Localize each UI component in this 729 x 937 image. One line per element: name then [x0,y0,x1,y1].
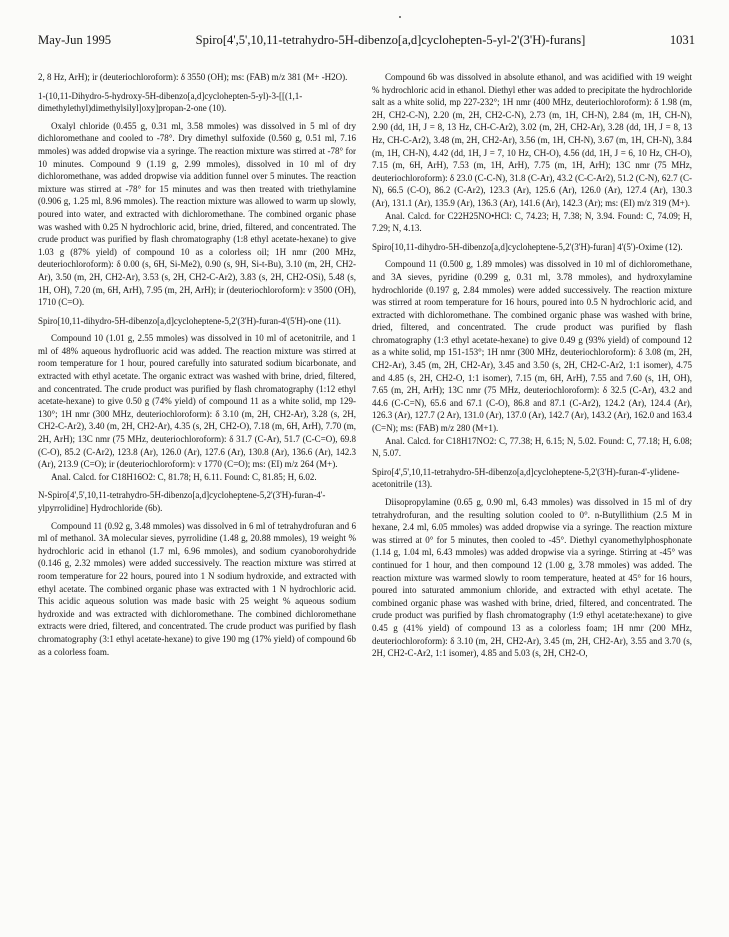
compound-10-procedure: Oxalyl chloride (0.455 g, 0.31 ml, 3.58 mmoles) was dissolved in 5 ml of dry dichloromethane and cooled to -78°. Dry dimethyl sulfoxide (0.560 g, 0.51 ml, 7.16 mmoles) was added dropwise via a syringe. The reaction mixture was stirred at -78° for 10 minutes. Compound 9 (1.19 g, 2.99 mmoles), dissolved in 10 ml of dry dichloromethane, was added dropwise via addition funnel over 5 minutes. The reaction mixture was stirred at -78° for 15 minutes and was then treated with triethylamine (0.906 g, 1.25 ml, 8.96 mmoles). The reaction mixture was allowed to warm up slowly, poured into water, and extracted with dichloromethane. The combined organic phase was washed with 0.25 N hydrochloric acid, brine, dried, filtered, and concentrated. The crude product was purified by flash chromatography (1:8 ethyl acetate-hexane) to give 1.03 g (87% yield) of compound 10 as a colorless oil; 1H nmr (200 MHz, deuteriochloroform): δ 0.00 (s, 6H, Si-Me2), 0.90 (s, 9H, Si-t-Bu), 3.10 (m, 2H, CH2-Ar), 3.50 (m, 2H, CH2-Ar), 3.53 (s, 2H, CH2-C-Ar2), 3.83 (s, 2H, CH2-OSi), 5.48 (s, 1H, OH), 7.20 (m, 6H, ArH), 7.95 (m, 2H, ArH); ir (deuteriochloroform): ν 3500 (OH), 1710 (C=O). [38,120,356,308]
scan-speck [399,16,401,18]
compound-13-heading: Spiro[4',5',10,11-tetrahydro-5H-dibenzo[a,d]cycloheptene-5,2'(3'H)-furan-4'-ylidene-acetonitrile (13). [372,466,680,490]
compound-12-heading: Spiro[10,11-dihydro-5H-dibenzo[a,d]cycloheptene-5,2'(3'H)-furan] 4'(5')-Oxime (12). [372,241,683,252]
continued-paragraph: 2, 8 Hz, ArH); ir (deuteriochloroform): δ 3550 (OH); ms: (FAB) m/z 381 (M+ -H2O). [38,72,348,82]
compound-12-procedure: Compound 11 (0.500 g, 1.89 mmoles) was dissolved in 10 ml of dichloromethane, and 3A sieves, pyridine (0.299 g, 0.31 ml, 3.78 mmoles), and hydroxylamine hydrochloride (0.197 g, 2.84 mmoles) were added successively. The reaction mixture was stirred at room temperature for 16 hours, poured into 0.5 N hydrochloric acid, and extracted with dichloromethane. The combined organic phase was washed with brine, dried, filtered, and concentrated. The crude product was purified by flash chromatography (1:3 ethyl acetate-hexane) to give 0.49 g (93% yield) of compound 12 as a white solid, mp 151-153°; 1H nmr (300 MHz, deuteriochloroform): δ 3.08 (m, 2H, CH2-Ar), 3.45 (m, 2H, CH2-Ar), 3.45 and 3.50 (s, 2H, CH2-C-Ar2, 1:1 isomer), 4.75 and 4.85 (s, 2H, CH2-O, 1:1 isomer), 7.15 (m, 6H, ArH), 7.55 and 7.60 (s, 1H, OH), 7.65 (m, 2H, ArH); 13C nmr (75 MHz, deuteriochloroform): δ 32.5 (C-Ar), 43.2 and 44.6 (C-C=N), 65.6 and 67.1 (C-O), 86.8 and 87.1 (C-Ar2), 124.2 (Ar), 124.4 (Ar), 126.3 (Ar), 127.7 (2 Ar), 131.0 (Ar), 137.0 (Ar), 142.7 (Ar), 143.2 (Ar), 162.0 and 163.4 (C=N); ms: (FAB) m/z 280 (M+1). [372,259,692,434]
left-column [38,71,356,658]
compound-6b-heading: N-Spiro[4',5',10,11-tetrahydro-5H-dibenzo[a,d]cycloheptene-5,2'(3'H)-furan-4'-ylpyrrolidine] Hydrochloride (6b). [38,490,326,513]
compound-12-analysis: Anal. Calcd. for C18H17NO2: C, 77.38; H, 6.15; N, 5.02. Found: C, 77.18; H, 6.08; N, 5.07. [372,435,692,459]
compound-11-procedure: Compound 10 (1.01 g, 2.55 mmoles) was dissolved in 10 ml of acetonitrile, and 1 ml of 48% aqueous hydrofluoric acid was added. The reaction mixture was stirred at room temperature for 1 hour, poured carefully into saturated sodium bicarbonate, and extracted with ethyl acetate. The organic extract was washed with brine, dried, filtered, and concentrated. The crude product was purified by flash chromatography (1:12 ethyl acetate-hexane) to give 0.50 g (74% yield) of compound 11 as a white solid, mp 129-130°; 1H nmr (300 MHz, deuteriochloroform): δ 3.10 (m, 2H, CH2-Ar), 3.28 (s, 2H, CH2-C-Ar2), 3.40 (m, 2H, CH2-Ar), 4.35 (s, 2H, CH2-O), 7.18 (m, 6H, ArH), 7.70 (m, 2H, ArH); 13C nmr (75 MHz, deuteriochloroform): δ 31.7 (C-Ar), 51.7 (C-C=O), 69.8 (C-O), 85.2 (C-Ar2), 123.8 (Ar), 126.0 (Ar), 127.6 (Ar), 130.8 (Ar), 136.6 (Ar), 142.3 (Ar), 213.9 (C=O); ir (deuteriochloroform): ν 1770 (C=O); ms: (EI) m/z 264 (M+). [38,333,356,470]
compound-11-heading: Spiro[10,11-dihydro-5H-dibenzo[a,d]cycloheptene-5,2'(3'H)-furan-4'(5'H)-one (11). [38,315,341,326]
header-title: Spiro[4',5',10,11-tetrahydro-5H-dibenzo[a,d]cyclohepten-5-yl-2'(3'H)-furans] [195,33,586,47]
right-column [372,71,692,660]
page-number: 1031 [669,33,695,47]
running-header [38,33,695,51]
compound-6b-procedure: Compound 11 (0.92 g, 3.48 mmoles) was dissolved in 6 ml of tetrahydrofuran and 6 ml of methanol. 3A molecular sieves, pyrrolidine (1.48 g, 20.88 mmoles), 19 weight % hydrochloric acid in ethanol (1.7 ml, 6.96 mmoles), and sodium cyanoborohydride (0.146 g, 2.32 mmoles) were added successively. The reaction mixture was stirred at room temperature for 22 hours, poured into 1 N sodium hydroxide, and extracted with ethyl acetate. The combined organic phase was extracted with 1 N hydrochloric acid. This acidic aqueous solution was made basic with 25 weight % aqueous sodium hydroxide and was extracted with dichloromethane. The combined dichloromethane extracts were dried, filtered, and concentrated. The crude product was purified by flash chromatography (3:1 ethyl acetate-hexane) to give 190 mg (17% yield) of compound 6b as a colorless foam. [38,520,356,657]
compound-6b-salt-procedure: Compound 6b was dissolved in absolute ethanol, and was acidified with 19 weight % hydrochloric acid in ethanol. Diethyl ether was added to precipitate the hydrochloride salt as a white solid, mp 227-232°; 1H nmr (400 MHz, deuteriochloroform): δ 1.98 (m, 2H, CH2-C-N), 2.20 (m, 2H, CH2-C-N), 2.73 (m, 1H, CH-N), 2.84 (m, 1H, CH-N), 2.90 (dd, 1H, J = 8, 13 Hz, CH-C-Ar2), 3.02 (m, 2H, CH2-Ar), 3.28 (dd, 1H, J = 8, 13 Hz, CH-C-Ar2), 3.48 (m, 2H, CH2-Ar), 3.56 (m, 1H, CH-N), 3.67 (m, 1H, CH-N), 3.84 (m, 1H, CH-N), 4.42 (dd, 1H, J = 7, 10 Hz, CH-O), 4.56 (dd, 1H, J = 6, 10 Hz, CH-O), 7.15 (m, 6H, ArH), 7.53 (m, 1H, ArH), 7.75 (m, 1H, ArH); 13C nmr (75 MHz, deuteriochloroform): δ 23.0 (C-C-N), 31.8 (C-Ar), 43.2 (C-C-Ar2), 51.2 (C-N), 62.7 (C-N), 66.5 (C-O), 86.2 (C-Ar2), 123.3 (Ar), 125.6 (Ar), 126.0 (Ar), 127.4 (Ar), 130.3 (Ar), 131.1 (Ar), 135.9 (Ar), 136.3 (Ar), 141.6 (Ar), 142.3 (Ar); ms: (EI) m/z 319 (M+). [372,72,692,208]
compound-11-analysis: Anal. Calcd. for C18H16O2: C, 81.78; H, 6.11. Found: C, 81.85; H, 6.02. [51,471,317,482]
compound-10-heading: 1-(10,11-Dihydro-5-hydroxy-5H-dibenzo[a,d]cyclohepten-5-yl)-3-[[(1,1-dimethylethyl)dimethylsilyl]oxy]propan-2-one (10). [38,90,303,114]
header-date: May-Jun 1995 [38,33,112,47]
compound-13-procedure: Diisopropylamine (0.65 g, 0.90 ml, 6.43 mmoles) was dissolved in 15 ml of dry tetrahydrofuran, and the resulting solution cooled to 0°. n-Butyllithium (2.5 M in hexane, 2.4 ml, 6.05 mmoles) was added dropwise via a syringe. The reaction mixture was stirred at 0° for 5 minutes, then cooled to -45°. Diethyl cyanomethylphosphonate (1.14 g, 1.04 ml, 6.43 mmoles) was added dropwise via a syringe. Stirring at -45° was continued for 1 hour, and then compound 12 (1.00 g, 3.78 mmoles) was added. The reaction mixture was warmed slowly to room temperature, heated at 45° for 16 hours, poured into saturated ammonium chloride, and extracted with ethyl acetate. The combined organic phase was washed with brine, dried, filtered, and concentrated. The crude product was purified by flash chromatography (1:9 ethyl acetate:hexane) to give 0.45 g (41% yield) of compound 13 as a colorless foam; 1H nmr (200 MHz, deuteriochloroform): δ 3.10 (m, 2H, CH2-Ar), 3.45 (m, 2H, CH2-Ar), 3.55 and 3.70 (s, 2H, CH2-C-Ar2, 1:1 isomer), 4.85 and 5.03 (s, 2H, CH2-O, [372,497,692,659]
compound-6b-analysis: Anal. Calcd. for C22H25NO•HCl: C, 74.23; H, 7.38; N, 3.94. Found: C, 74.09; H, 7.29; N, 4.13. [372,210,692,234]
